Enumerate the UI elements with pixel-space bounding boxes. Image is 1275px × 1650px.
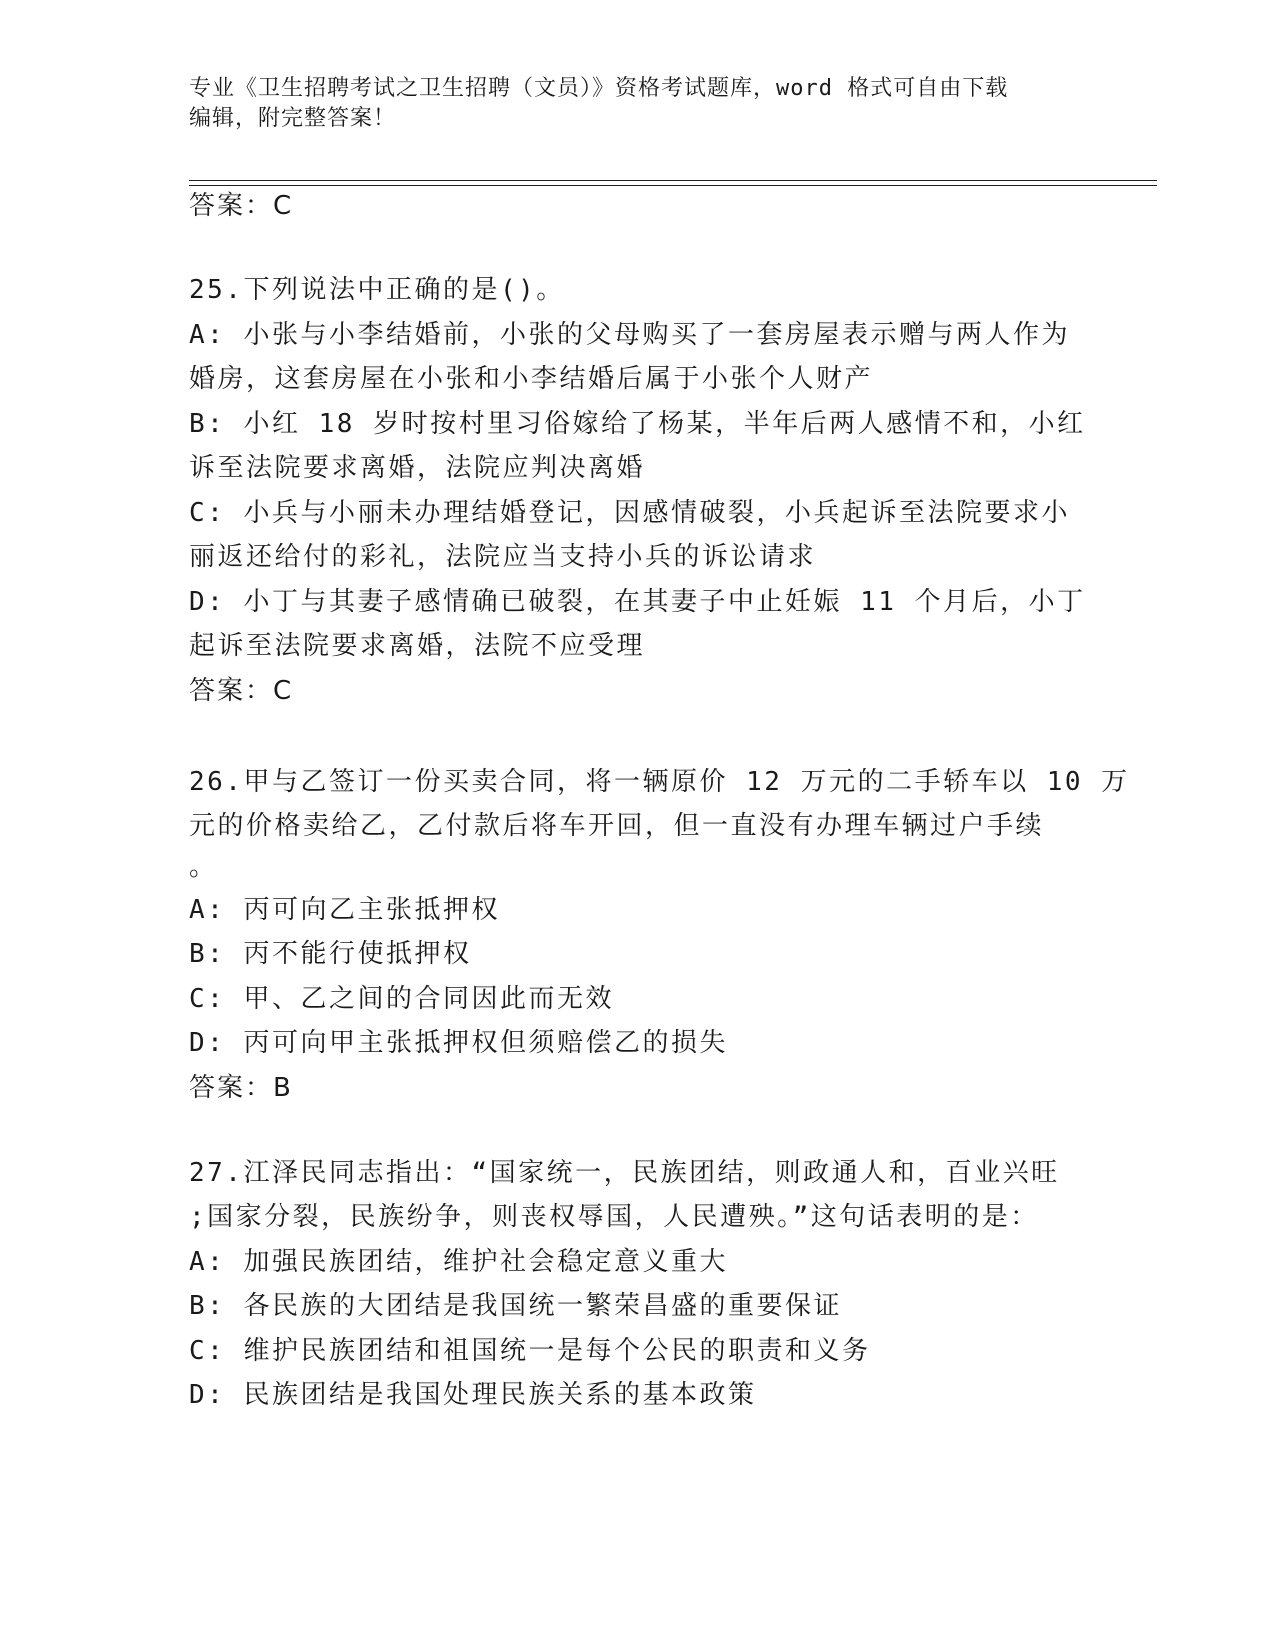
question-26-stem-line-1: 26.甲与乙签订一份买卖合同，将一辆原价 12 万元的二手轿车以 10 万: [189, 767, 1130, 797]
question-27-option-d: D: 民族团结是我国处理民族关系的基本政策: [189, 1380, 757, 1410]
header-divider-top: [189, 180, 1157, 181]
question-26-option-a: A: 丙可向乙主张抵押权: [189, 895, 500, 925]
question-25-option-b-line-2: 诉至法院要求离婚，法院应判决离婚: [189, 453, 646, 483]
question-25-option-a-line-1: A: 小张与小李结婚前，小张的父母购买了一套房屋表示赠与两人作为: [189, 320, 1070, 350]
question-25-stem: 25.下列说法中正确的是()。: [189, 275, 565, 305]
question-27-option-b: B: 各民族的大团结是我国统一繁荣昌盛的重要保证: [189, 1291, 842, 1321]
page-header: [189, 74, 1089, 134]
question-26-option-b: B: 丙不能行使抵押权: [189, 939, 472, 969]
question-26-stem-line-2: 元的价格卖给乙，乙付款后将车开回，但一直没有办理车辆过户手续: [189, 811, 1045, 841]
question-27-stem-line-1: 27.江泽民同志指出：“国家统一，民族团结，则政通人和，百业兴旺: [189, 1158, 1060, 1188]
header-divider-bottom: [189, 185, 1157, 186]
question-26-option-c: C: 甲、乙之间的合同因此而无效: [189, 984, 614, 1014]
question-25-option-a-line-2: 婚房，这套房屋在小张和小李结婚后属于小张个人财产: [189, 364, 874, 394]
header-line-1: 专业《卫生招聘考试之卫生招聘（文员）》资格考试题库，word 格式可自由下载: [189, 76, 1009, 101]
question-26-stem-line-3: 。: [189, 852, 218, 882]
question-25-option-b-line-1: B: 小红 18 岁时按村里习俗嫁给了杨某，半年后两人感情不和，小红: [189, 409, 1086, 439]
answer-26: 答案：B: [189, 1073, 293, 1103]
question-27-option-c: C: 维护民族团结和祖国统一是每个公民的职责和义务: [189, 1336, 871, 1366]
question-25-option-d-line-1: D: 小丁与其妻子感情确已破裂，在其妻子中止妊娠 11 个月后，小丁: [189, 587, 1086, 617]
question-25-option-d-line-2: 起诉至法院要求离婚，法院不应受理: [189, 631, 646, 661]
question-26-option-d: D: 丙可向甲主张抵押权但须赔偿乙的损失: [189, 1028, 728, 1058]
header-line-2: 编辑，附完整答案！: [189, 106, 397, 131]
answer-24: 答案：C: [189, 191, 294, 221]
question-25-option-c-line-2: 丽返还给付的彩礼，法院应当支持小兵的诉讼请求: [189, 542, 817, 572]
question-27-option-a: A: 加强民族团结，维护社会稳定意义重大: [189, 1247, 728, 1277]
answer-25: 答案：C: [189, 676, 294, 706]
question-27-stem-line-2: ;国家分裂，民族纷争，则丧权辱国，人民遭殃。”这句话表明的是：: [189, 1202, 1039, 1232]
question-25-option-c-line-1: C: 小兵与小丽未办理结婚登记，因感情破裂，小兵起诉至法院要求小: [189, 498, 1070, 528]
